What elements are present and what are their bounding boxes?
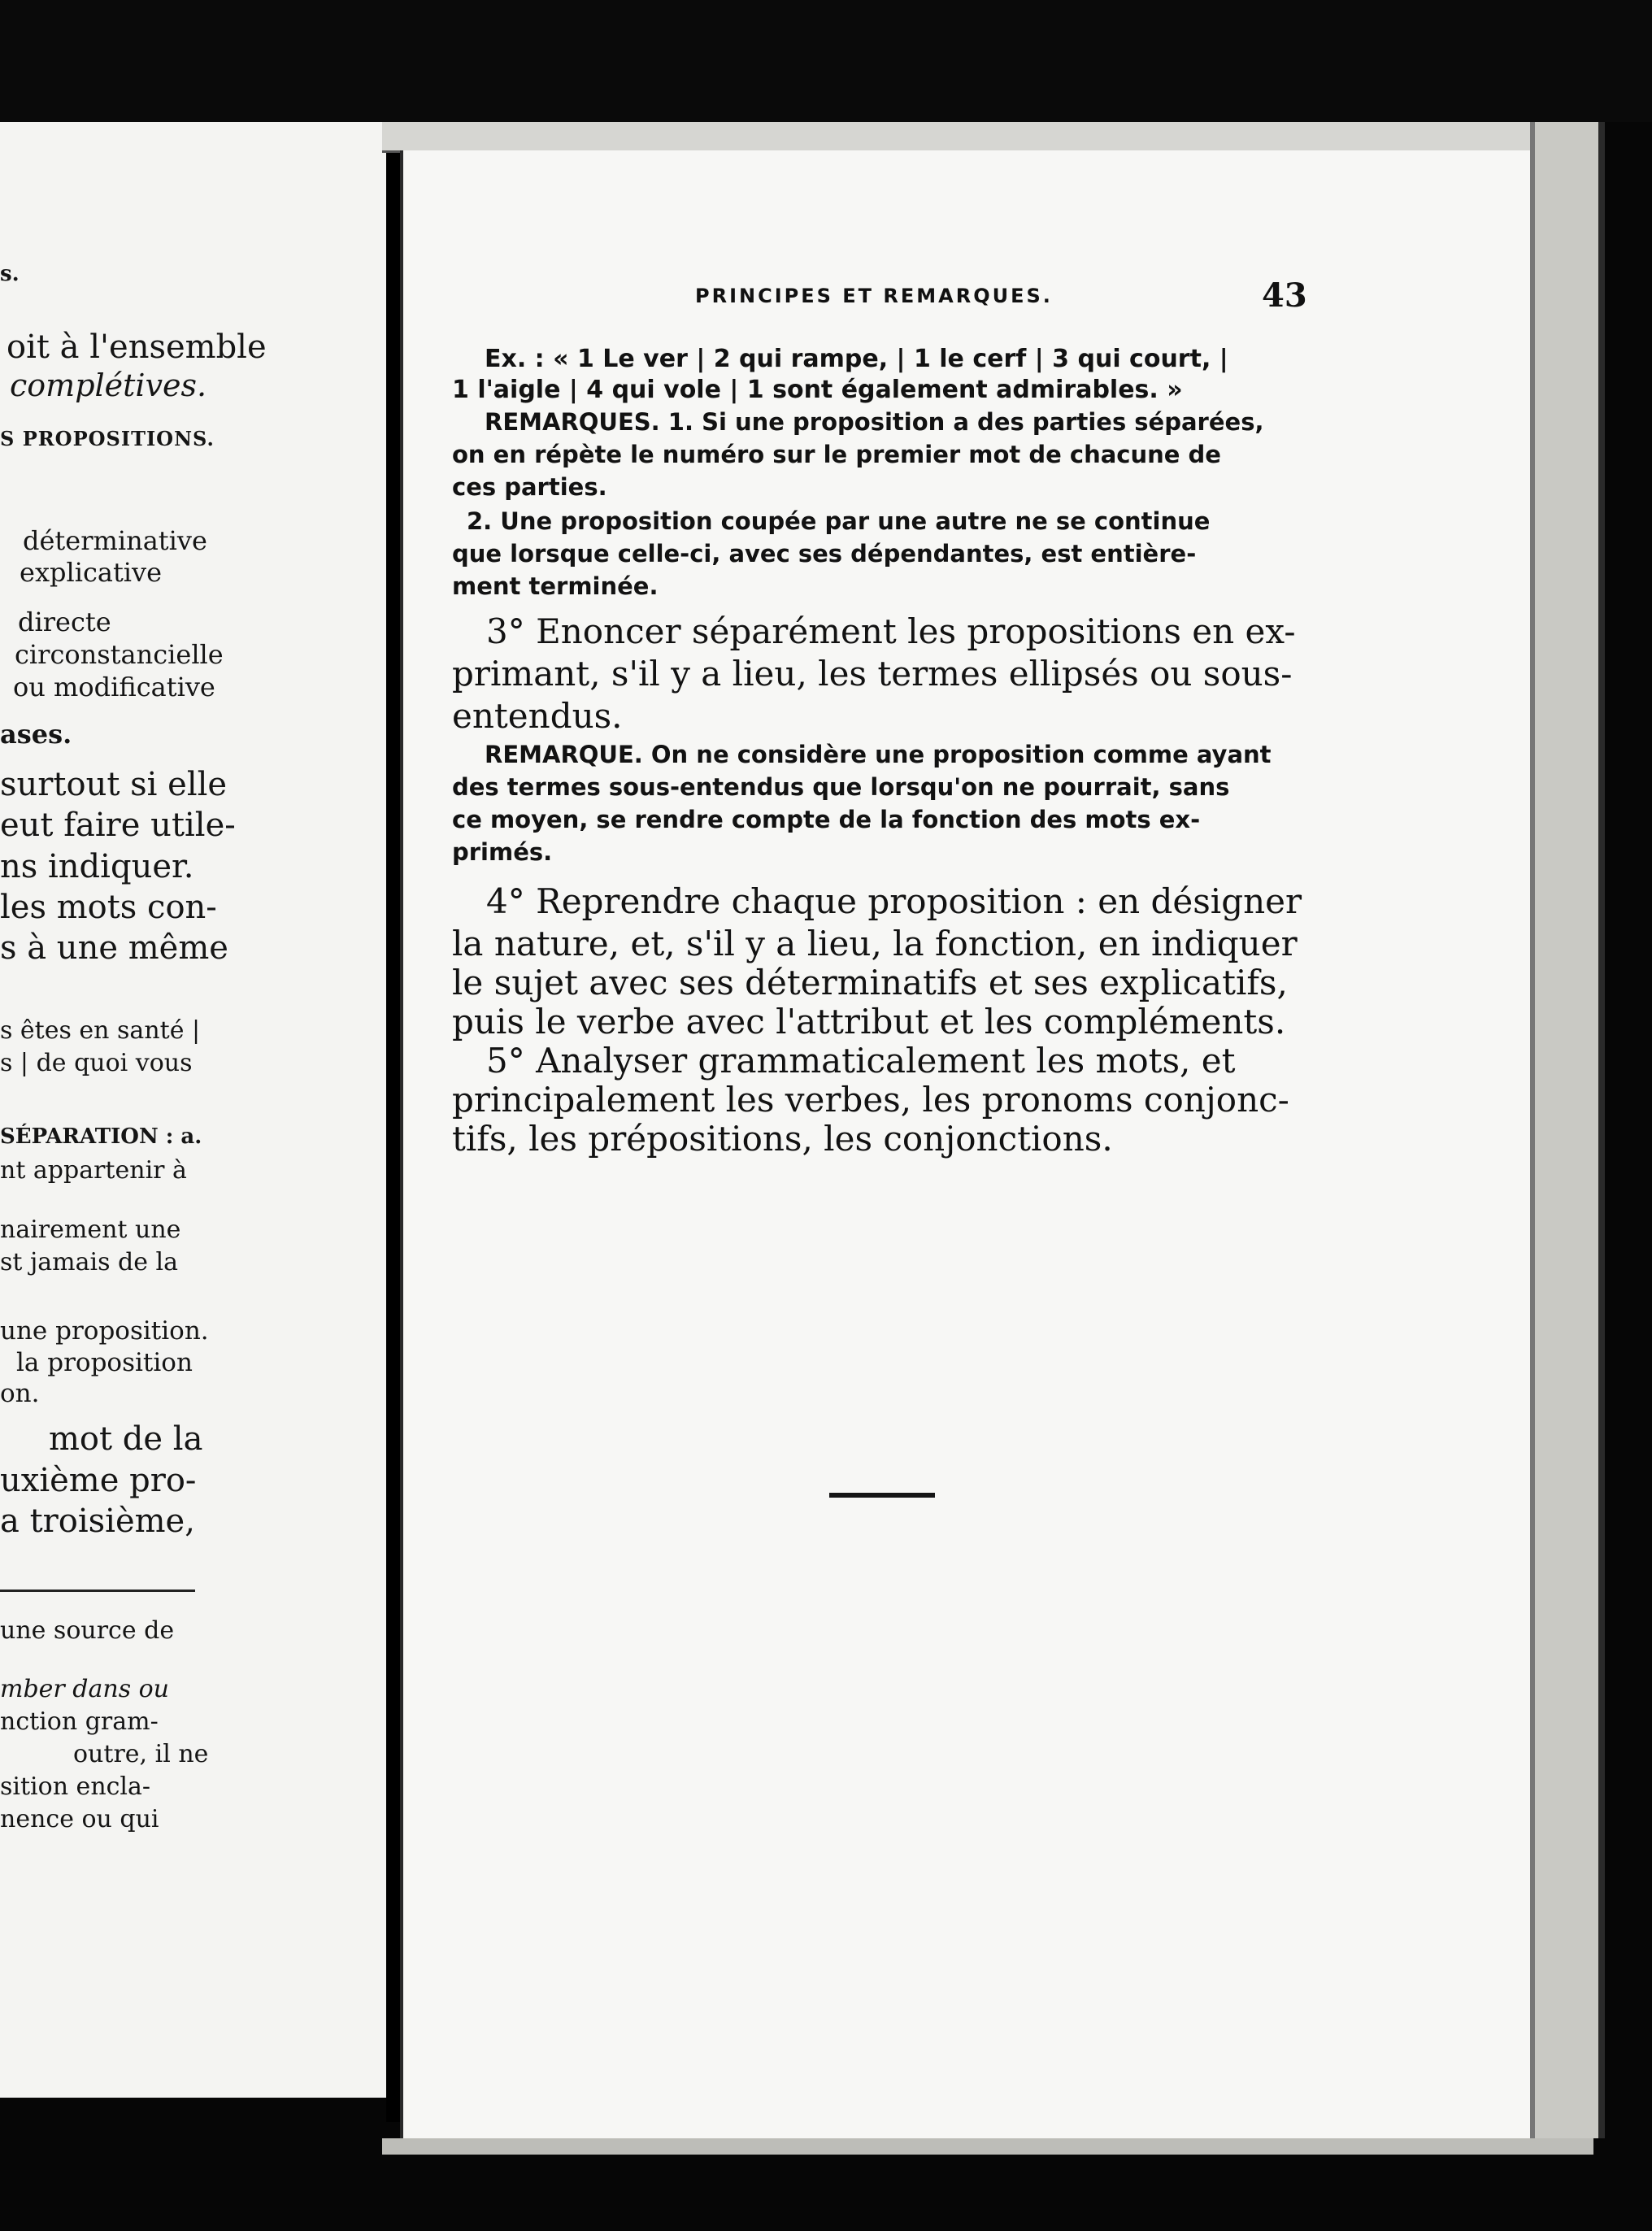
text-line: puis le verbe avec l'attribut et les compléments.	[452, 1002, 1286, 1042]
page-frame-bottom	[382, 2138, 1593, 2155]
left-line: mber dans ou	[0, 1675, 170, 1703]
page-frame-right	[1530, 122, 1605, 2138]
left-line: on.	[0, 1379, 40, 1408]
left-line: nairement une	[0, 1216, 181, 1244]
text-line: on en répète le numéro sur le premier mot de chacune de	[452, 441, 1221, 468]
left-line: complétives.	[10, 367, 207, 403]
text-line: la nature, et, s'il y a lieu, la fonction, en indiquer	[452, 924, 1298, 963]
left-page	[0, 122, 394, 2098]
text-line: ment terminée.	[452, 572, 659, 600]
left-line: une proposition.	[0, 1316, 209, 1346]
text-line: tifs, les prépositions, les conjonctions.	[452, 1119, 1113, 1159]
left-line: nt appartenir à	[0, 1156, 187, 1185]
left-line: outre, il ne	[73, 1740, 209, 1768]
scan-top-edge	[0, 0, 1652, 122]
text-line: des termes sous-entendus que lorsqu'on ne pourrait, sans	[452, 773, 1230, 801]
text-line: Ex. : « 1 Le ver | 2 qui rampe, | 1 le cerf | 3 qui court, |	[485, 345, 1228, 373]
left-line: ou modificative	[13, 672, 215, 702]
running-head: PRINCIPES ET REMARQUES.	[695, 285, 1053, 307]
left-line: eut faire utile-	[0, 807, 236, 844]
left-line: s êtes en santé |	[0, 1016, 201, 1045]
text-line: principalement les verbes, les pronoms conjonc-	[452, 1080, 1289, 1120]
page-number: 43	[1262, 276, 1307, 315]
left-line: a troisième,	[0, 1503, 195, 1540]
left-line: circonstancielle	[15, 639, 224, 670]
left-line: s | de quoi vous	[0, 1049, 193, 1077]
left-line: nence ou qui	[0, 1805, 159, 1833]
left-line: explicative	[20, 557, 163, 588]
left-line: ns indiquer.	[0, 848, 194, 885]
text-line: 3° Enoncer séparément les propositions en ex-	[486, 611, 1296, 651]
left-line: uxième pro-	[0, 1462, 197, 1499]
left-line: directe	[18, 607, 111, 637]
text-line: ce moyen, se rendre compte de la fonction des mots ex-	[452, 806, 1201, 833]
text-line: le sujet avec ses déterminatifs et ses explicatifs,	[452, 963, 1288, 1002]
text-line: 5° Analyser grammaticalement les mots, et	[486, 1041, 1236, 1081]
text-line: REMARQUE. On ne considère une proposition comme ayant	[485, 741, 1272, 768]
left-line: oit à l'ensemble	[7, 328, 267, 366]
text-line: primant, s'il y a lieu, les termes ellipsés ou sous-	[452, 654, 1293, 694]
page-frame-top	[382, 122, 1593, 153]
left-line: surtout si elle	[0, 766, 228, 803]
closing-rule	[829, 1493, 935, 1498]
text-line: 2. Une proposition coupée par une autre ne se continue	[467, 507, 1211, 535]
text-line: 4° Reprendre chaque proposition : en désigner	[486, 881, 1302, 921]
left-line: SÉPARATION : a.	[0, 1124, 202, 1149]
left-line: une source de	[0, 1616, 175, 1645]
left-line: la proposition	[16, 1348, 193, 1377]
left-line: mot de la	[49, 1420, 203, 1458]
left-line: nction gram-	[0, 1707, 159, 1736]
left-footnote-rule	[0, 1590, 195, 1592]
text-line: ces parties.	[452, 473, 607, 501]
left-line: sition encla-	[0, 1772, 151, 1801]
left-line: s.	[0, 262, 20, 286]
text-line: primés.	[452, 838, 553, 866]
text-line: que lorsque celle-ci, avec ses dépendantes, est entière-	[452, 540, 1197, 568]
left-line: st jamais de la	[0, 1248, 179, 1276]
left-line: S PROPOSITIONS.	[0, 427, 215, 450]
text-line: entendus.	[452, 696, 623, 736]
left-line: s à une même	[0, 929, 228, 967]
left-line: les mots con-	[0, 889, 217, 926]
text-line: REMARQUES. 1. Si une proposition a des parties séparées,	[485, 408, 1264, 436]
left-line: ases.	[0, 719, 72, 750]
left-line: déterminative	[23, 525, 207, 556]
text-line: 1 l'aigle | 4 qui vole | 1 sont également admirables. »	[452, 376, 1183, 404]
